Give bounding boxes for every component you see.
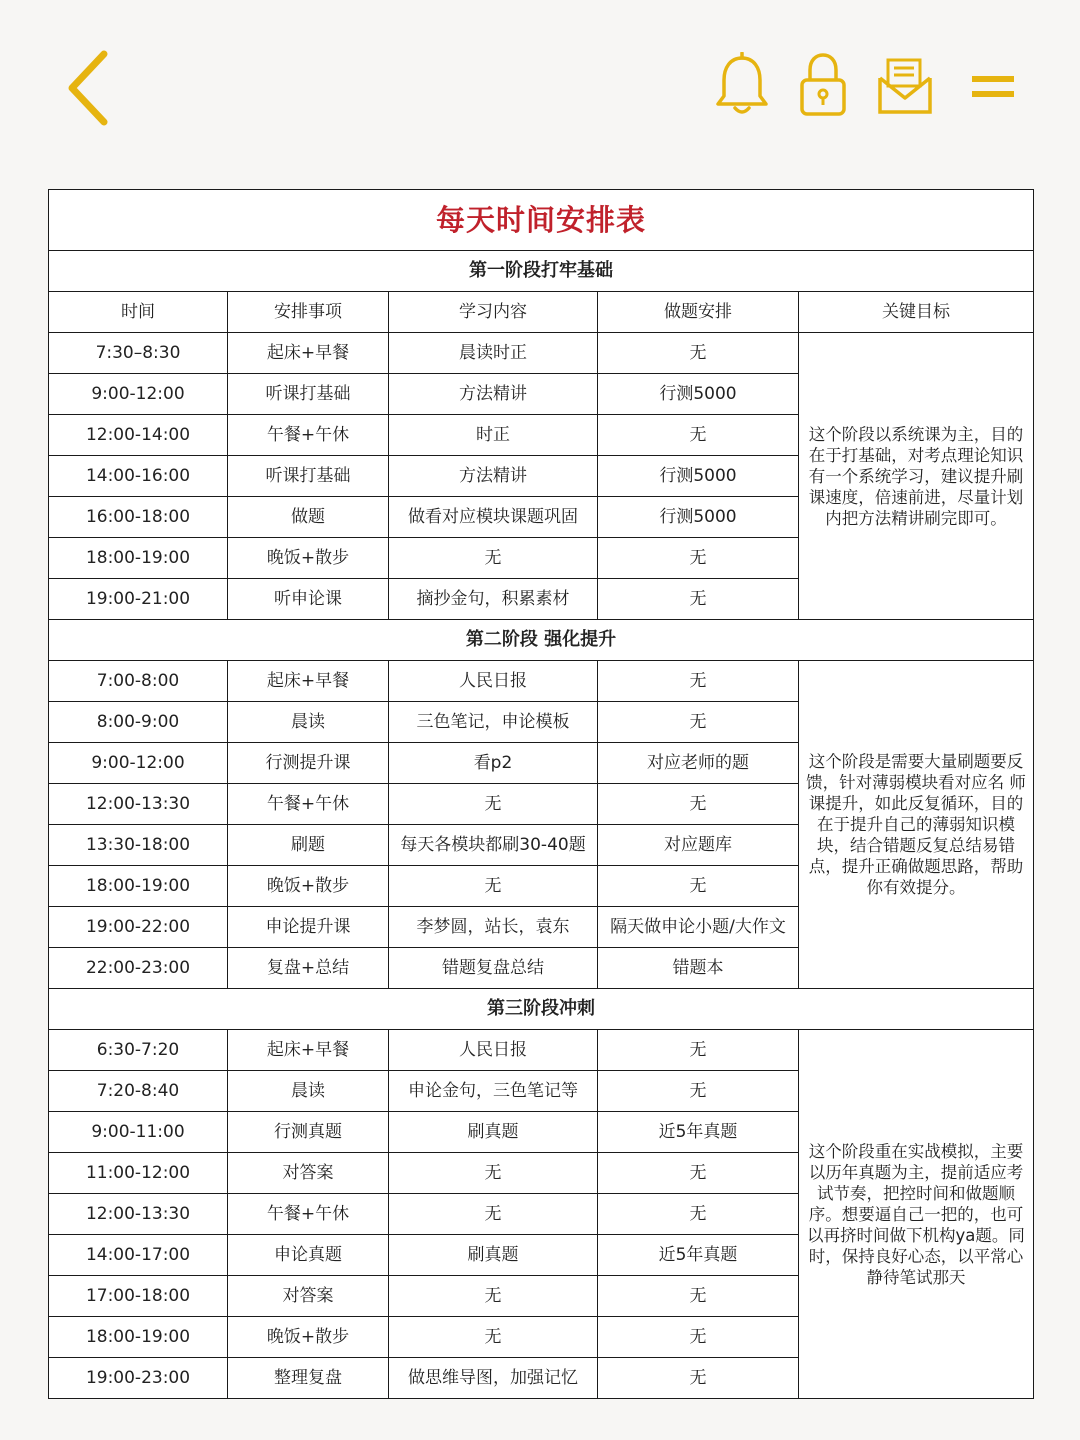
activity-cell: 申论真题 xyxy=(228,1235,389,1276)
stage-header-row xyxy=(49,989,1034,1030)
time-cell: 9:00-11:00 xyxy=(49,1112,228,1153)
activity-cell: 行测真题 xyxy=(228,1112,389,1153)
time-cell: 18:00-19:00 xyxy=(49,538,228,579)
schedule-sheet xyxy=(48,189,1033,1399)
content-cell: 无 xyxy=(389,1317,598,1358)
practice-cell: 无 xyxy=(598,415,799,456)
activity-cell: 听申论课 xyxy=(228,579,389,620)
activity-cell: 晨读 xyxy=(228,702,389,743)
stage-title: 第一阶段打牢基础 xyxy=(49,251,1034,292)
content-cell: 刷真题 xyxy=(389,1235,598,1276)
content-cell: 无 xyxy=(389,1194,598,1235)
activity-cell: 晚饭+散步 xyxy=(228,1317,389,1358)
content-cell: 方法精讲 xyxy=(389,374,598,415)
practice-cell: 无 xyxy=(598,1153,799,1194)
practice-cell: 行测5000 xyxy=(598,497,799,538)
top-bar xyxy=(0,0,1080,170)
time-cell: 19:00-21:00 xyxy=(49,579,228,620)
practice-cell: 无 xyxy=(598,1194,799,1235)
content-cell: 三色笔记，申论模板 xyxy=(389,702,598,743)
practice-cell: 对应老师的题 xyxy=(598,743,799,784)
table-title-row xyxy=(49,190,1034,251)
time-cell: 11:00-12:00 xyxy=(49,1153,228,1194)
table-row xyxy=(49,661,1034,702)
content-cell: 人民日报 xyxy=(389,661,598,702)
stage-header-row xyxy=(49,620,1034,661)
bell-icon[interactable] xyxy=(712,52,772,118)
time-cell: 12:00-13:30 xyxy=(49,1194,228,1235)
content-cell: 摘抄金句，积累素材 xyxy=(389,579,598,620)
content-cell: 每天各模块都刷30-40题 xyxy=(389,825,598,866)
practice-cell: 无 xyxy=(598,1276,799,1317)
column-header: 关键目标 xyxy=(799,292,1034,333)
time-cell: 19:00-23:00 xyxy=(49,1358,228,1399)
key-goal-cell: 这个阶段重在实战模拟，主要以历年真题为主，提前适应考试节奏，把控时间和做题顺序。想要逼自己一把的，也可以再挤时间做下机构ya题。同时，保持良好心态，以平常心静待笔试那天 xyxy=(799,1030,1034,1399)
stage-title: 第二阶段 强化提升 xyxy=(49,620,1034,661)
practice-cell: 无 xyxy=(598,579,799,620)
time-cell: 9:00-12:00 xyxy=(49,374,228,415)
stage-header-row xyxy=(49,251,1034,292)
time-cell: 13:30-18:00 xyxy=(49,825,228,866)
practice-cell: 行测5000 xyxy=(598,374,799,415)
activity-cell: 晚饭+散步 xyxy=(228,866,389,907)
column-header: 做题安排 xyxy=(598,292,799,333)
time-cell: 9:00-12:00 xyxy=(49,743,228,784)
content-cell: 无 xyxy=(389,1276,598,1317)
content-cell: 无 xyxy=(389,866,598,907)
schedule-table xyxy=(48,189,1034,1399)
activity-cell: 晚饭+散步 xyxy=(228,538,389,579)
activity-cell: 整理复盘 xyxy=(228,1358,389,1399)
activity-cell: 晨读 xyxy=(228,1071,389,1112)
content-cell: 看p2 xyxy=(389,743,598,784)
practice-cell: 无 xyxy=(598,333,799,374)
time-cell: 7:30–8:30 xyxy=(49,333,228,374)
time-cell: 7:00-8:00 xyxy=(49,661,228,702)
time-cell: 7:20-8:40 xyxy=(49,1071,228,1112)
mail-icon[interactable] xyxy=(876,56,934,116)
practice-cell: 无 xyxy=(598,538,799,579)
activity-cell: 刷题 xyxy=(228,825,389,866)
time-cell: 14:00-16:00 xyxy=(49,456,228,497)
practice-cell: 无 xyxy=(598,1071,799,1112)
activity-cell: 听课打基础 xyxy=(228,456,389,497)
content-cell: 无 xyxy=(389,1153,598,1194)
key-goal-cell: 这个阶段以系统课为主，目的在于打基础，对考点理论知识有一个系统学习，建议提升刷课速度，倍速前进，尽量计划内把方法精讲刷完即可。 xyxy=(799,333,1034,620)
time-cell: 18:00-19:00 xyxy=(49,866,228,907)
practice-cell: 无 xyxy=(598,661,799,702)
column-header: 学习内容 xyxy=(389,292,598,333)
practice-cell: 行测5000 xyxy=(598,456,799,497)
time-cell: 16:00-18:00 xyxy=(49,497,228,538)
content-cell: 错题复盘总结 xyxy=(389,948,598,989)
content-cell: 李梦圆，站长，袁东 xyxy=(389,907,598,948)
activity-cell: 行测提升课 xyxy=(228,743,389,784)
time-cell: 18:00-19:00 xyxy=(49,1317,228,1358)
time-cell: 8:00-9:00 xyxy=(49,702,228,743)
time-cell: 14:00-17:00 xyxy=(49,1235,228,1276)
practice-cell: 近5年真题 xyxy=(598,1112,799,1153)
activity-cell: 午餐+午休 xyxy=(228,1194,389,1235)
content-cell: 无 xyxy=(389,784,598,825)
activity-cell: 做题 xyxy=(228,497,389,538)
table-title: 每天时间安排表 xyxy=(49,190,1034,251)
activity-cell: 复盘+总结 xyxy=(228,948,389,989)
table-row xyxy=(49,333,1034,374)
lock-icon[interactable] xyxy=(798,52,848,118)
content-cell: 时正 xyxy=(389,415,598,456)
content-cell: 申论金句，三色笔记等 xyxy=(389,1071,598,1112)
activity-cell: 起床+早餐 xyxy=(228,333,389,374)
activity-cell: 听课打基础 xyxy=(228,374,389,415)
menu-icon[interactable] xyxy=(970,74,1016,100)
content-cell: 无 xyxy=(389,538,598,579)
activity-cell: 申论提升课 xyxy=(228,907,389,948)
time-cell: 6:30-7:20 xyxy=(49,1030,228,1071)
practice-cell: 无 xyxy=(598,1358,799,1399)
time-cell: 22:00-23:00 xyxy=(49,948,228,989)
practice-cell: 无 xyxy=(598,784,799,825)
column-header: 时间 xyxy=(49,292,228,333)
column-header-row xyxy=(49,292,1034,333)
stage-title: 第三阶段冲刺 xyxy=(49,989,1034,1030)
time-cell: 19:00-22:00 xyxy=(49,907,228,948)
content-cell: 晨读时正 xyxy=(389,333,598,374)
column-header: 安排事项 xyxy=(228,292,389,333)
practice-cell: 近5年真题 xyxy=(598,1235,799,1276)
practice-cell: 错题本 xyxy=(598,948,799,989)
content-cell: 方法精讲 xyxy=(389,456,598,497)
chevron-left-icon[interactable] xyxy=(60,48,120,128)
activity-cell: 午餐+午休 xyxy=(228,784,389,825)
practice-cell: 无 xyxy=(598,702,799,743)
activity-cell: 起床+早餐 xyxy=(228,1030,389,1071)
content-cell: 做看对应模块课题巩固 xyxy=(389,497,598,538)
activity-cell: 对答案 xyxy=(228,1276,389,1317)
practice-cell: 无 xyxy=(598,866,799,907)
activity-cell: 对答案 xyxy=(228,1153,389,1194)
activity-cell: 起床+早餐 xyxy=(228,661,389,702)
practice-cell: 对应题库 xyxy=(598,825,799,866)
time-cell: 12:00-14:00 xyxy=(49,415,228,456)
time-cell: 12:00-13:30 xyxy=(49,784,228,825)
activity-cell: 午餐+午休 xyxy=(228,415,389,456)
content-cell: 刷真题 xyxy=(389,1112,598,1153)
content-cell: 人民日报 xyxy=(389,1030,598,1071)
time-cell: 17:00-18:00 xyxy=(49,1276,228,1317)
table-row xyxy=(49,1030,1034,1071)
practice-cell: 隔天做申论小题/大作文 xyxy=(598,907,799,948)
content-cell: 做思维导图，加强记忆 xyxy=(389,1358,598,1399)
practice-cell: 无 xyxy=(598,1317,799,1358)
practice-cell: 无 xyxy=(598,1030,799,1071)
key-goal-cell: 这个阶段是需要大量刷题要反馈，针对薄弱模块看对应名 师课提升，如此反复循环，目的在于提升自己的薄弱知识模块，结合错题反复总结易错点，提升正确做题思路，帮助你有效提分。 xyxy=(799,661,1034,989)
